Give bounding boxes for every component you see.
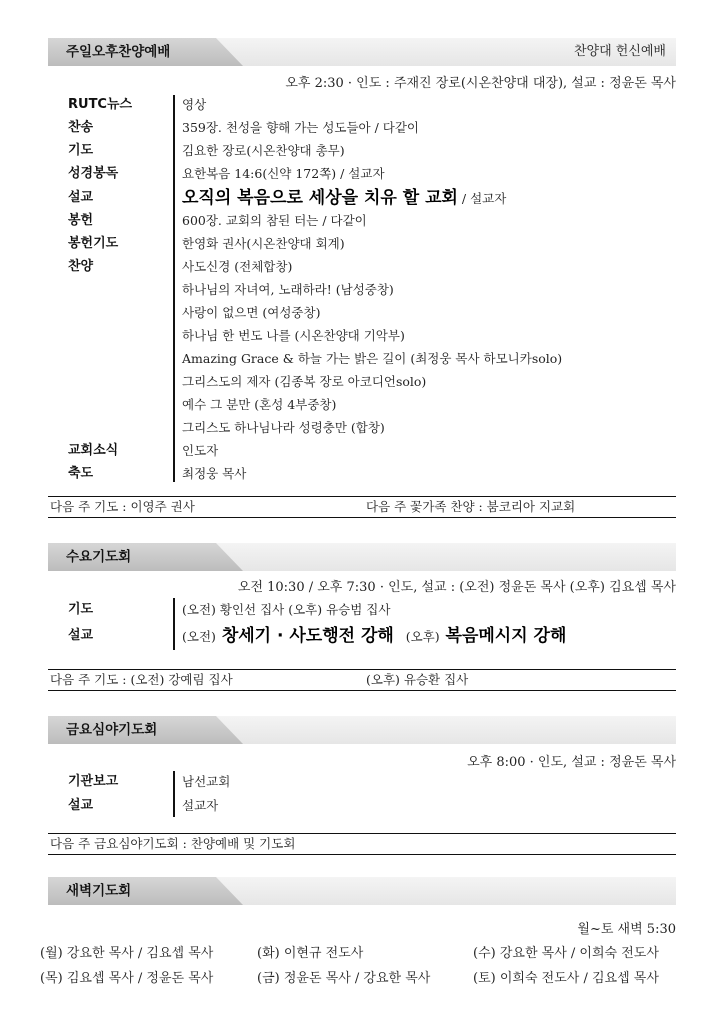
sunday-section-title: 주일오후찬양예배: [66, 44, 171, 60]
sermon-pm-title: 복음메시지 강해: [445, 626, 567, 646]
dawn-schedule-item: (목) 김요셉 목사 / 정윤돈 목사: [40, 971, 214, 986]
wednesday-section-header: [48, 543, 676, 571]
am-tag: (오전): [182, 629, 216, 644]
praise-value: 그리스도의 제자 (김종복 장로 아코디언solo): [182, 374, 427, 389]
wednesday-divider: [173, 598, 175, 650]
wednesday-section-title: 수요기도회: [66, 549, 132, 565]
praise-value: 사랑이 없으면 (여성중창): [182, 305, 321, 320]
order-value: 남선교회: [182, 774, 231, 789]
pm-tag: (오후): [405, 629, 440, 644]
sermon-preacher: / 설교자: [457, 191, 507, 206]
praise-value: 예수 그 분만 (혼성 4부중창): [182, 397, 337, 412]
order-value: 359장. 천성을 향해 가는 성도들아 / 다같이: [182, 120, 420, 135]
order-label: 설교: [68, 628, 94, 643]
sermon-am-title: 창세기 · 사도행전 강해: [221, 626, 394, 646]
sunday-meta: 오후 2:30 · 인도 : 주재진 장로(시온찬양대 대장), 설교 : 정윤돈 목사: [285, 76, 676, 91]
order-label: 설교: [68, 190, 94, 205]
order-label: 봉헌: [68, 213, 94, 228]
praise-value: Amazing Grace & 하늘 가는 밝은 길이 (최정웅 목사 하모니카solo): [182, 351, 563, 366]
order-label: 기관보고: [68, 774, 119, 789]
dawn-schedule-item: (화) 이현규 전도사: [257, 946, 364, 961]
dawn-section-title: 새벽기도회: [66, 883, 132, 899]
order-label: 기도: [68, 143, 94, 158]
praise-value: 그리스도 하나님나라 성령충만 (합창): [182, 420, 385, 435]
next-week-prayer: 다음 주 기도 : 이영주 권사: [50, 499, 195, 514]
order-label: 기도: [68, 602, 94, 617]
dawn-section-header: [48, 877, 676, 905]
dawn-meta: 월~토 새벽 5:30: [577, 922, 676, 937]
sunday-footer: [48, 496, 676, 518]
friday-section-header: [48, 716, 676, 744]
order-value: 인도자: [182, 443, 219, 458]
dawn-schedule-item: (월) 강요한 목사 / 김요셉 목사: [40, 946, 214, 961]
sermon-title: 오직의 복음으로 세상을 치유 할 교회: [182, 188, 458, 208]
next-week-prayer-am: 다음 주 기도 : (오전) 강예림 집사: [50, 672, 233, 687]
wednesday-footer: [48, 669, 676, 691]
sermon-title-line: [182, 187, 506, 210]
dawn-schedule-item: (토) 이희숙 전도사 / 김요셉 목사: [473, 971, 659, 986]
order-value: 600장. 교회의 참된 터는 / 다같이: [182, 213, 367, 228]
order-label: 교회소식: [68, 443, 119, 458]
order-value: 최정웅 목사: [182, 466, 247, 481]
order-label: 찬양: [68, 259, 94, 274]
praise-value: 하나님 한 번도 나를 (시온찬양대 기악부): [182, 328, 405, 343]
sunday-section-header: [48, 38, 676, 66]
order-label: 성경봉독: [68, 166, 119, 181]
order-value: 한영화 권사(시온찬양대 회계): [182, 236, 345, 251]
order-value: 요한복음 14:6(신약 172쪽) / 설교자: [182, 166, 385, 181]
next-week-friday: 다음 주 금요심야기도회 : 찬양예배 및 기도회: [50, 836, 296, 851]
friday-meta: 오후 8:00 · 인도, 설교 : 정윤돈 목사: [467, 755, 676, 770]
praise-value: 하나님의 자녀여, 노래하라! (남성중창): [182, 282, 394, 297]
friday-footer: [48, 833, 676, 855]
next-week-praise: 다음 주 꽃가족 찬양 : 붐코리아 지교회: [366, 499, 576, 514]
dawn-schedule-item: (수) 강요한 목사 / 이희숙 전도사: [473, 946, 659, 961]
order-value: 사도신경 (전체합창): [182, 259, 293, 274]
friday-section-title: 금요심야기도회: [66, 722, 158, 738]
order-label: 축도: [68, 466, 94, 481]
order-value: 김요한 장로(시온찬양대 총무): [182, 143, 345, 158]
order-value: 설교자: [182, 798, 219, 813]
sermon-line: [182, 625, 566, 648]
order-value: 영상: [182, 97, 207, 112]
order-label: RUTC뉴스: [68, 97, 133, 112]
order-label: 설교: [68, 798, 94, 813]
sunday-divider: [173, 95, 175, 482]
order-value: (오전) 황인선 집사 (오후) 유승범 집사: [182, 602, 391, 617]
order-label: 찬송: [68, 120, 94, 135]
order-label: 봉헌기도: [68, 236, 119, 251]
dawn-schedule-item: (금) 정윤돈 목사 / 강요한 목사: [257, 971, 431, 986]
wednesday-meta: 오전 10:30 / 오후 7:30 · 인도, 설교 : (오전) 정윤돈 목사 (오후) 김요셉 목사: [237, 580, 676, 595]
next-week-prayer-pm: (오후) 유승환 집사: [366, 672, 469, 687]
sunday-section-subtitle: 찬양대 헌신예배: [573, 44, 666, 59]
friday-divider: [173, 771, 175, 817]
